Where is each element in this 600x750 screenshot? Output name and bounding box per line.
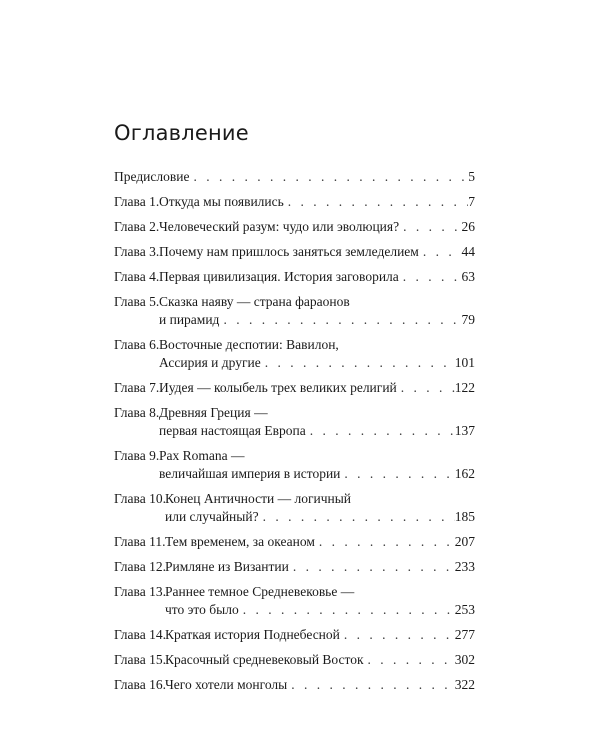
- dot-leader: [340, 626, 455, 644]
- dot-leader: [397, 379, 455, 397]
- dot-leader: [189, 168, 468, 186]
- dot-leader: [399, 218, 461, 236]
- toc-title: Откуда мы появились: [159, 194, 284, 209]
- chapter-number: Глава 15.: [114, 652, 166, 667]
- chapter-number: Глава 12.: [114, 559, 166, 574]
- toc-entry-chapter-1[interactable]: [114, 193, 475, 211]
- page-number: 233: [454, 559, 475, 574]
- toc-title: Иудея — колыбель трех великих религий: [159, 380, 397, 395]
- chapter-number: Глава 3.: [114, 244, 160, 259]
- toc-title-continuation: что это было: [165, 602, 239, 617]
- toc-title: Краткая история Поднебесной: [165, 627, 340, 642]
- toc-entry-chapter-4[interactable]: [114, 268, 475, 286]
- chapter-number: Глава 16.: [114, 677, 166, 692]
- toc-entry-chapter-6[interactable]: [114, 336, 475, 372]
- toc-entry-chapter-3[interactable]: [114, 243, 475, 261]
- dot-leader: [399, 268, 462, 286]
- table-of-contents: [114, 168, 475, 701]
- page-number: 253: [454, 602, 475, 617]
- page-number: 101: [454, 355, 475, 370]
- chapter-number: Глава 9.: [114, 448, 160, 463]
- page-number: 5: [468, 169, 475, 184]
- page-number: 44: [461, 244, 475, 259]
- toc-title-continuation: величайшая империя в истории: [159, 466, 341, 481]
- toc-title: Чего хотели монголы: [165, 677, 288, 692]
- toc-title: Римляне из Византии: [165, 559, 289, 574]
- toc-title-continuation: и пирамид: [159, 312, 220, 327]
- dot-leader: [261, 354, 455, 372]
- toc-title-continuation: первая настоящая Европа: [159, 423, 306, 438]
- page-number: 63: [461, 269, 475, 284]
- toc-title: Pax Romana —: [159, 448, 245, 463]
- page-number: 26: [461, 219, 475, 234]
- toc-entry-chapter-11[interactable]: [114, 533, 475, 551]
- toc-title: Раннее темное Средневековье —: [165, 584, 355, 599]
- page-number: 207: [454, 534, 475, 549]
- toc-title: Первая цивилизация. История заговорила: [159, 269, 399, 284]
- chapter-number: Глава 14.: [114, 627, 166, 642]
- toc-title: Восточные деспотии: Вавилон,: [159, 337, 339, 352]
- toc-title-continuation: Ассирия и другие: [159, 355, 261, 370]
- page-number: 79: [461, 312, 475, 327]
- chapter-number: Глава 4.: [114, 269, 160, 284]
- dot-leader: [315, 533, 455, 551]
- toc-title: Почему нам пришлось заняться земледелием: [159, 244, 419, 259]
- page-title: Оглавление: [114, 121, 249, 145]
- chapter-number: Глава 5.: [114, 294, 160, 309]
- page-number: 185: [454, 509, 475, 524]
- toc-entry-chapter-5[interactable]: [114, 293, 475, 329]
- page-number: 137: [454, 423, 475, 438]
- toc-title: Сказка наяву — страна фараонов: [159, 294, 350, 309]
- page-number: 277: [454, 627, 475, 642]
- chapter-number: Глава 10.: [114, 491, 166, 506]
- dot-leader: [364, 651, 455, 669]
- toc-entry-chapter-7[interactable]: [114, 379, 475, 397]
- dot-leader: [306, 422, 455, 440]
- toc-entry-chapter-15[interactable]: [114, 651, 475, 669]
- chapter-number: Глава 6.: [114, 337, 160, 352]
- dot-leader: [284, 193, 468, 211]
- chapter-number: Глава 11.: [114, 534, 166, 549]
- chapter-number: Глава 8.: [114, 405, 160, 420]
- toc-entry-chapter-8[interactable]: [114, 404, 475, 440]
- toc-entry-chapter-13[interactable]: [114, 583, 475, 619]
- page-number: 122: [454, 380, 475, 395]
- chapter-number: Глава 2.: [114, 219, 160, 234]
- chapter-number: Глава 7.: [114, 380, 160, 395]
- toc-title: Конец Античности — логичный: [165, 491, 352, 506]
- page-number: 7: [468, 194, 475, 209]
- toc-title: Человеческий разум: чудо или эволюция?: [159, 219, 400, 234]
- dot-leader: [287, 676, 455, 694]
- page-number: 322: [454, 677, 475, 692]
- toc-entry-chapter-10[interactable]: [114, 490, 475, 526]
- toc-title: Предисловие: [114, 169, 190, 184]
- toc-entry-chapter-16[interactable]: [114, 676, 475, 694]
- chapter-number: Глава 1.: [114, 194, 160, 209]
- page-number: 302: [454, 652, 475, 667]
- dot-leader: [289, 558, 455, 576]
- toc-entry-chapter-14[interactable]: [114, 626, 475, 644]
- toc-title: Тем временем, за океаном: [165, 534, 315, 549]
- chapter-number: Глава 13.: [114, 584, 166, 599]
- toc-entry-preface[interactable]: [114, 168, 475, 186]
- toc-entry-chapter-9[interactable]: [114, 447, 475, 483]
- toc-title: Красочный средневековый Восток: [165, 652, 364, 667]
- toc-entry-chapter-2[interactable]: [114, 218, 475, 236]
- toc-title: Древняя Греция —: [159, 405, 268, 420]
- dot-leader: [340, 465, 454, 483]
- toc-entry-chapter-12[interactable]: [114, 558, 475, 576]
- dot-leader: [219, 311, 461, 329]
- page-number: 162: [454, 466, 475, 481]
- dot-leader: [239, 601, 455, 619]
- dot-leader: [419, 243, 462, 261]
- toc-title-continuation: или случайный?: [165, 509, 259, 524]
- dot-leader: [259, 508, 455, 526]
